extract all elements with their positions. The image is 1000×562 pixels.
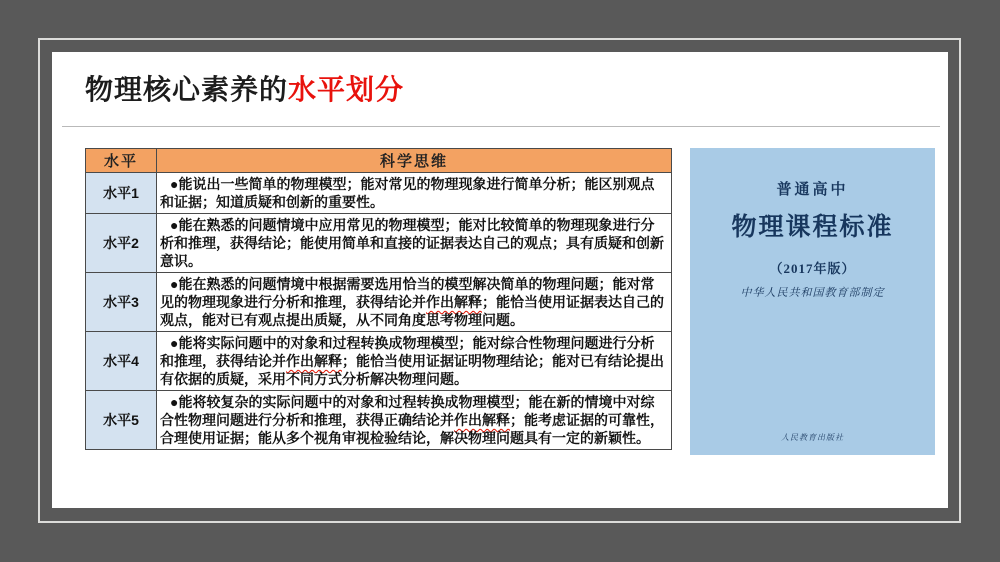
title-prefix: 物理核心素养的 <box>85 74 289 105</box>
spellcheck-wavy-underline: 作出解释 <box>286 353 342 369</box>
title-divider <box>62 126 940 127</box>
table-row <box>86 214 672 273</box>
level-cell: 水平4 <box>86 332 157 391</box>
spellcheck-wavy-underline: 作出解释 <box>454 412 510 428</box>
book-issuer: 中华人民共和国教育部制定 <box>740 287 885 299</box>
header-cell-level: 水平 <box>86 149 157 173</box>
title-highlight: 水平划分 <box>288 74 405 105</box>
book-edition: （2017年版） <box>769 261 856 276</box>
table-header-row <box>86 149 672 173</box>
table-row <box>86 273 672 332</box>
spellcheck-wavy-underline: 作出解释 <box>426 294 482 310</box>
table-row <box>86 332 672 391</box>
book-series-label: 普通高中 <box>776 182 849 198</box>
description-cell: ●能将实际问题中的对象和过程转换成物理模型；能对综合性物理问题进行分析和推理，获得结论并作出解释；能恰当使用证据证明物理结论；能对已有结论提出有依据的质疑，采用不同方式分析解决物理问题。 <box>157 332 672 391</box>
header-cell-scientific-thinking: 科学思维 <box>157 149 672 173</box>
description-cell: ●能将较复杂的实际问题中的对象和过程转换成物理模型；能在新的情境中对综合性物理问题进行分析和推理，获得正确结论并作出解释；能考虑证据的可靠性，合理使用证据；能从多个视角审视检验结论，解决物理问题具有一定的新颖性。 <box>157 391 672 450</box>
slide <box>52 52 948 508</box>
level-cell: 水平3 <box>86 273 157 332</box>
book-title: 物理课程标准 <box>731 214 894 241</box>
level-cell: 水平1 <box>86 173 157 214</box>
slide-title <box>85 68 404 108</box>
table-row <box>86 173 672 214</box>
book-publisher: 人民教育出版社 <box>781 433 844 442</box>
competency-level-table <box>85 148 672 450</box>
description-cell: ●能说出一些简单的物理模型；能对常见的物理现象进行简单分析；能区别观点和证据；知道质疑和创新的重要性。 <box>157 173 672 214</box>
book-cover <box>690 148 935 455</box>
table-row <box>86 391 672 450</box>
level-cell: 水平2 <box>86 214 157 273</box>
level-cell: 水平5 <box>86 391 157 450</box>
description-cell: ●能在熟悉的问题情境中应用常见的物理模型；能对比较简单的物理现象进行分析和推理，获得结论；能使用简单和直接的证据表达自己的观点；具有质疑和创新意识。 <box>157 214 672 273</box>
description-cell: ●能在熟悉的问题情境中根据需要选用恰当的模型解决简单的物理问题；能对常见的物理现象进行分析和推理，获得结论并作出解释；能恰当使用证据表达自己的观点，能对已有观点提出质疑，从不同角度思考物理问题。 <box>157 273 672 332</box>
level-table-body <box>86 173 672 450</box>
